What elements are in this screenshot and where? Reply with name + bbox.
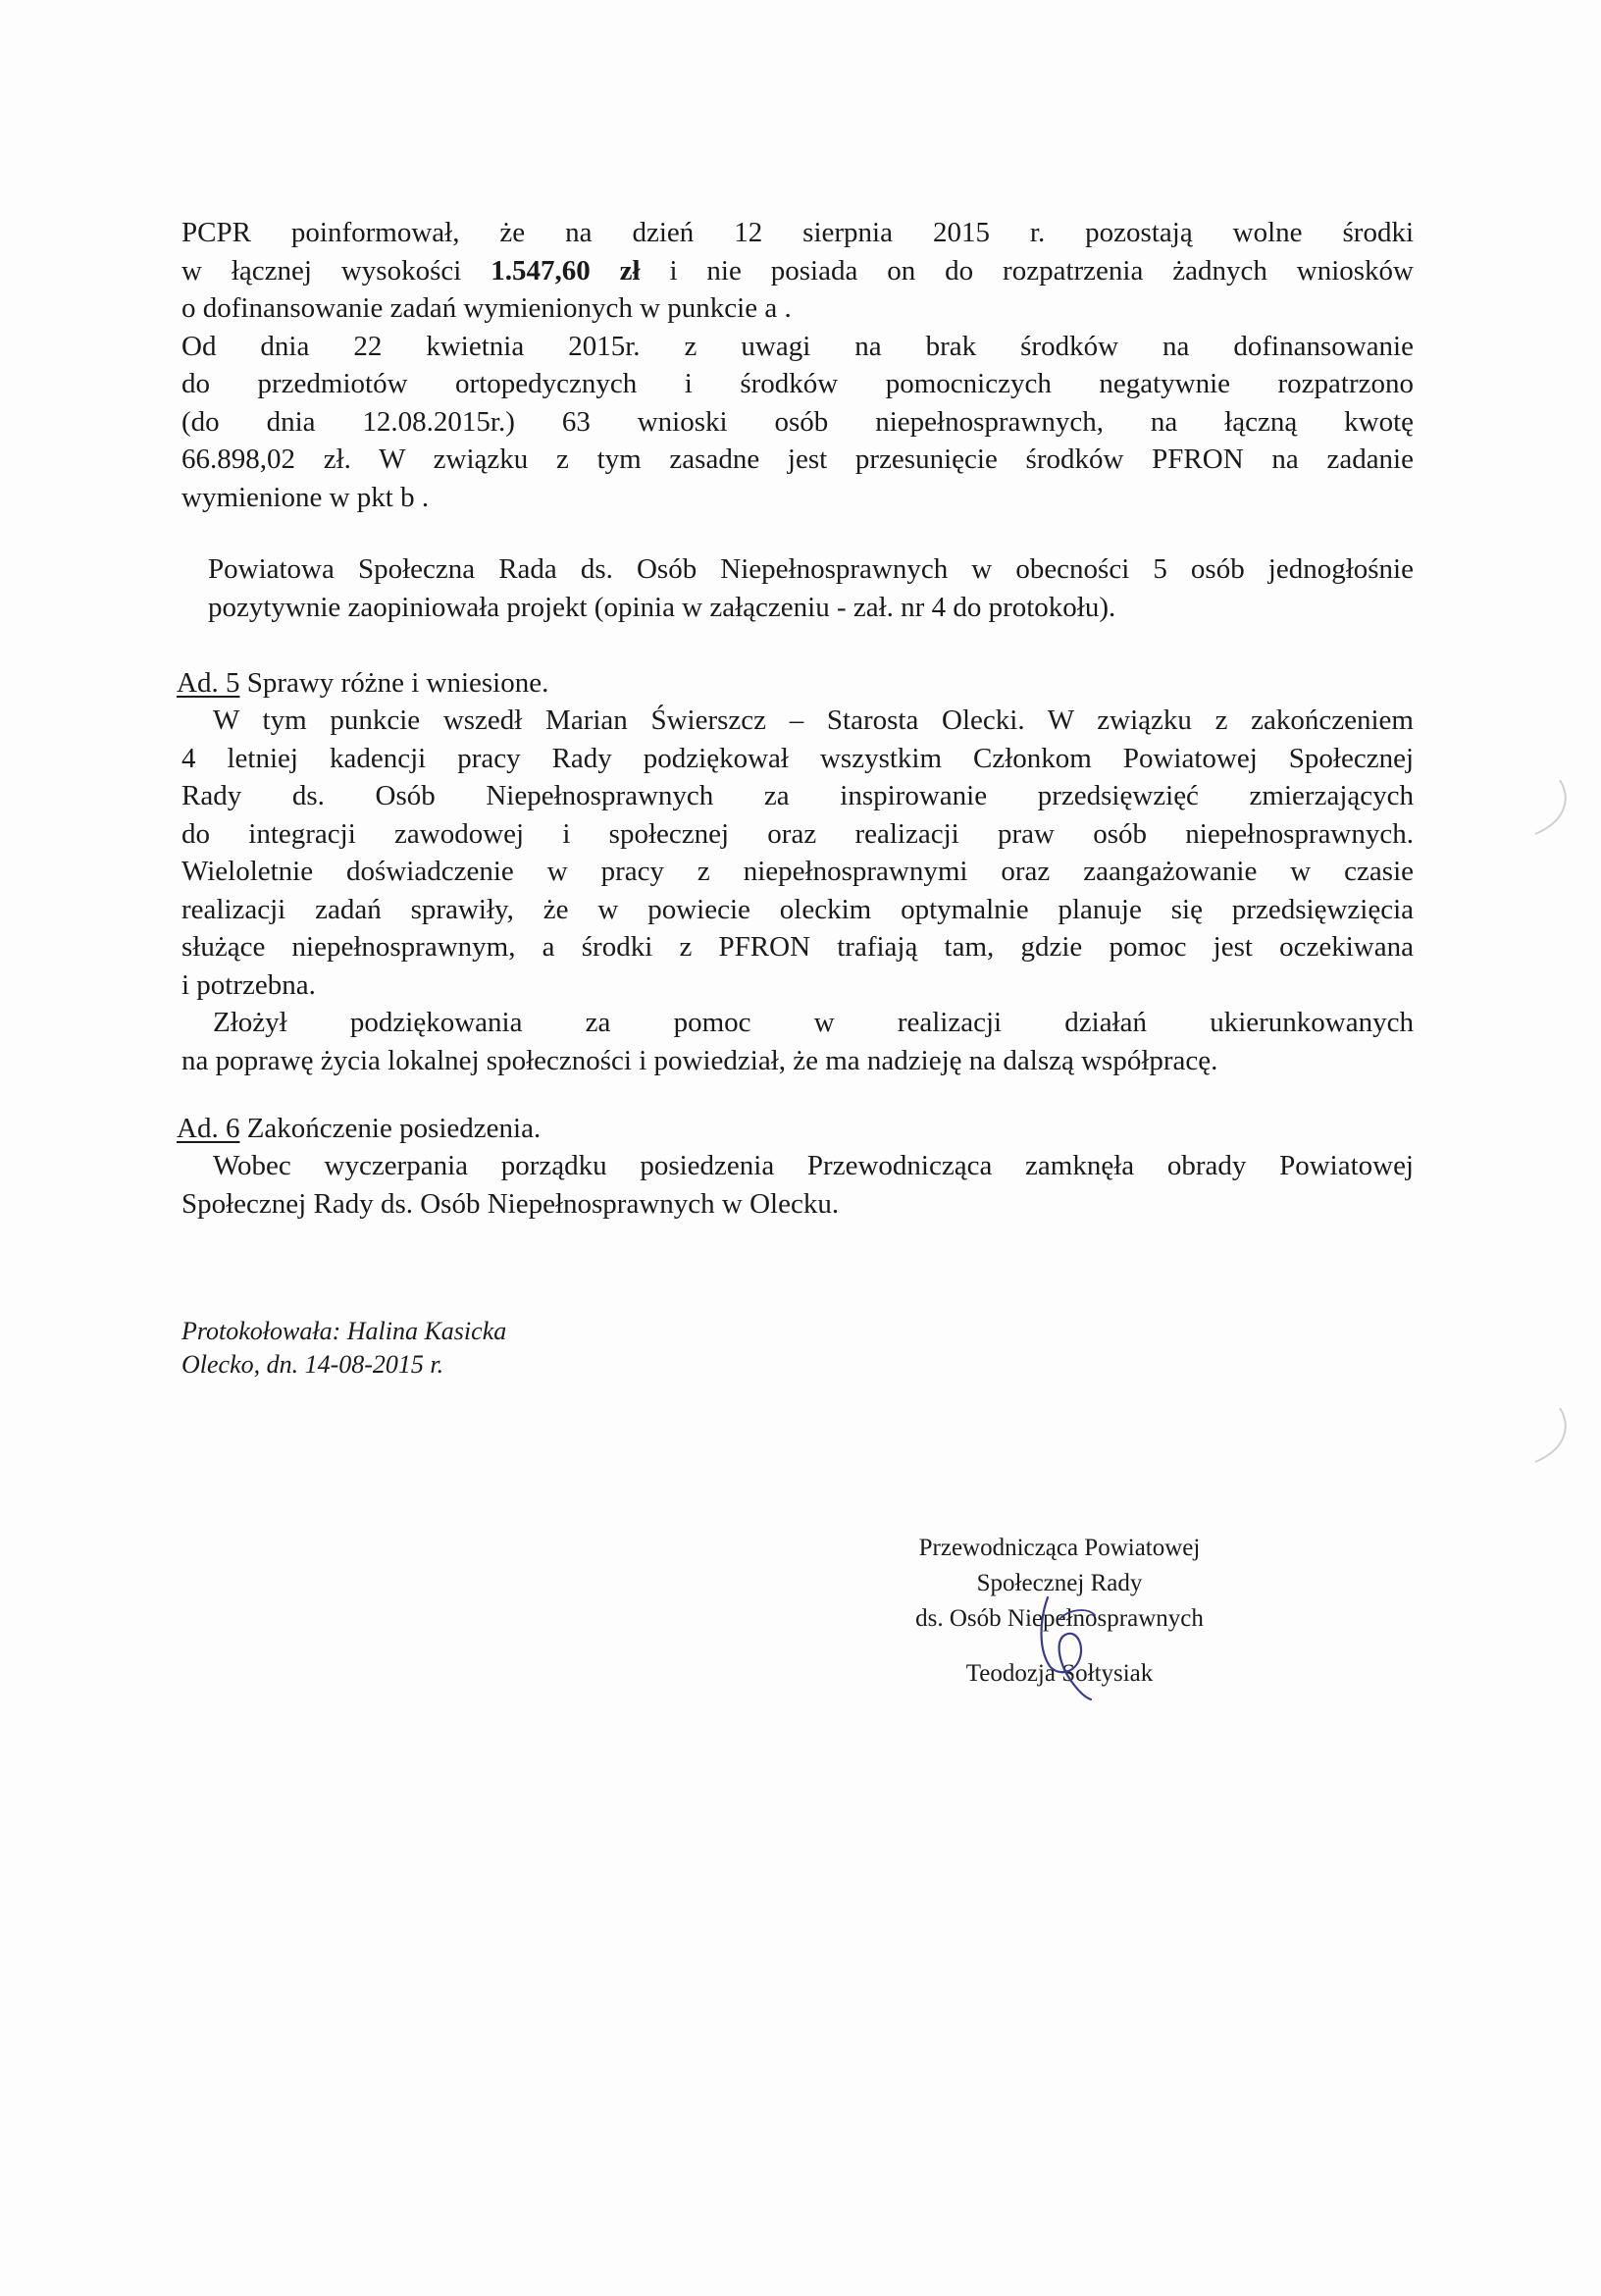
text-line: do integracji zawodowej i społecznej oraz realizacji praw osób niepełnosprawnych. bbox=[181, 817, 1414, 850]
amount-bold: 1.547,60 zł bbox=[491, 254, 641, 287]
text-line: do przedmiotów ortopedycznych i środków pomocniczych negatywnie rozpatrzono bbox=[181, 368, 1414, 399]
text-fragment: w łącznej wysokości bbox=[181, 254, 491, 287]
handwritten-signature bbox=[1030, 1590, 1109, 1707]
text-line: Wobec wyczerpania porządku posiedzenia Przewodnicząca zamknęła obrady Powiatowej bbox=[213, 1150, 1414, 1181]
text-line: Wieloletnie doświadczenie w pracy z niepełnosprawnymi oraz zaangażowanie w czasie bbox=[181, 856, 1414, 887]
punch-hole-mark bbox=[1530, 1403, 1570, 1472]
section-ad6-body bbox=[181, 1147, 1414, 1223]
signature-title: ds. Osób Niepełnosprawnych bbox=[915, 1605, 1204, 1632]
protocol-date: Olecko, dn. 14-08-2015 r. bbox=[181, 1350, 444, 1379]
text-line: pozytywnie zaopiniowała projekt (opinia w załączeniu - zał. nr 4 do protokołu). bbox=[208, 591, 1116, 623]
section-heading bbox=[177, 1110, 1409, 1148]
section-ad5-body bbox=[181, 702, 1414, 1079]
section-label: Ad. 6 bbox=[177, 1113, 240, 1144]
protocol-line: Protokołowała: Halina Kasicka bbox=[181, 1317, 507, 1345]
signature-title: Społecznej Rady bbox=[976, 1570, 1143, 1596]
text-line: 66.898,02 zł. W związku z tym zasadne jest przesunięcie środków PFRON na zadanie bbox=[181, 444, 1414, 475]
text-line: PCPR poinformował, że na dzień 12 sierpnia 2015 r. pozostają wolne środki bbox=[181, 217, 1414, 248]
paragraph-opinion bbox=[208, 550, 1414, 626]
text-line: realizacji zadań sprawiły, że w powiecie oleckim optymalnie planuje się przedsięwzięcia bbox=[181, 893, 1414, 925]
text-line: (do dnia 12.08.2015r.) 63 wnioski osób niepełnosprawnych, na łączną kwotę bbox=[181, 405, 1414, 438]
text-line: Od dnia 22 kwietnia 2015r. z uwagi na brak środków na dofinansowanie bbox=[181, 330, 1414, 362]
text-line: Rady ds. Osób Niepełnosprawnych za inspirowanie przedsięwzięć zmierzających bbox=[181, 780, 1414, 811]
protocol-author bbox=[181, 1315, 1414, 1382]
section-label: Ad. 5 bbox=[177, 667, 240, 699]
paragraph-pcpr bbox=[181, 214, 1414, 516]
text-line: 4 letniej kadencji pracy Rady podziękował wszystkim Członkom Powiatowej Społecznej bbox=[181, 742, 1414, 774]
text-line: na poprawę życia lokalnej społeczności i powiedział, że ma nadzieję na dalszą współpracę. bbox=[181, 1044, 1218, 1076]
signature-name: Teodozja Sołtysiak bbox=[965, 1660, 1154, 1687]
text-line: i potrzebna. bbox=[181, 968, 316, 1001]
text-fragment: i nie posiada on do rozpatrzenia żadnych wniosków bbox=[640, 254, 1414, 287]
text-line: o dofinansowanie zadań wymienionych w punkcie a . bbox=[181, 292, 792, 324]
text-line: Społecznej Rady ds. Osób Niepełnosprawnych w Olecku. bbox=[181, 1187, 840, 1220]
section-heading bbox=[177, 664, 1409, 703]
text-line: wymienione w pkt b . bbox=[181, 481, 430, 513]
signature-title: Przewodnicząca Powiatowej bbox=[918, 1535, 1201, 1561]
section-title: Sprawy różne i wniesione. bbox=[239, 667, 549, 699]
text-line: W tym punkcie wszedł Marian Świerszcz – Starosta Olecki. W związku z zakończeniem bbox=[213, 704, 1414, 736]
text-line bbox=[181, 252, 1414, 290]
text-line: Powiatowa Społeczna Rada ds. Osób Niepełnosprawnych w obecności 5 osób jednogłośnie bbox=[208, 553, 1414, 585]
section-ad5 bbox=[177, 664, 1409, 703]
section-title: Zakończenie posiedzenia. bbox=[239, 1113, 542, 1144]
text-line: służące niepełnosprawnym, a środki z PFRON trafiają tam, gdzie pomoc jest oczekiwana bbox=[181, 931, 1414, 963]
punch-hole-mark bbox=[1530, 775, 1570, 844]
text-line: Złożył podziękowania za pomoc w realizacji działań ukierunkowanych bbox=[213, 1007, 1414, 1038]
section-ad6 bbox=[177, 1110, 1409, 1148]
